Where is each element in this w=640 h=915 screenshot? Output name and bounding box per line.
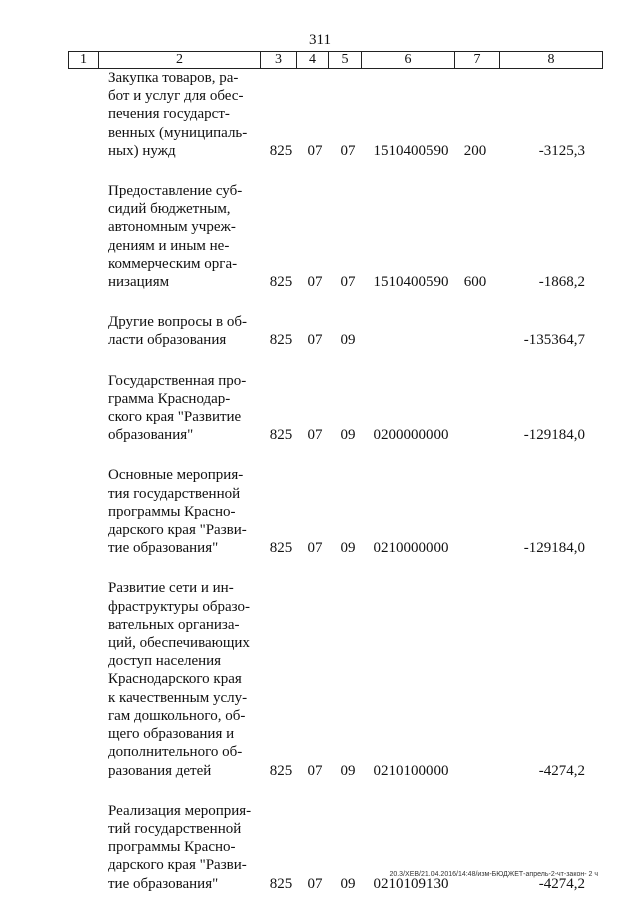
cell-amount: -129184,0 xyxy=(523,427,585,444)
cell-ministry: 825 xyxy=(269,332,293,349)
table-row xyxy=(0,802,640,893)
row-name xyxy=(108,372,254,445)
row-name-line: гам дошкольного, об- xyxy=(108,707,246,724)
row-name-line: тие образования" xyxy=(108,875,219,892)
header-cell-2: 2 xyxy=(99,52,261,68)
row-name-line: Развитие сети и ин- xyxy=(108,580,234,597)
cell-section: 07 xyxy=(307,274,323,291)
row-name-line: Предоставление суб- xyxy=(108,183,243,200)
row-name-line: Реализация мероприя- xyxy=(108,802,252,819)
page-number: 311 xyxy=(309,32,331,48)
row-name-line: тие образования" xyxy=(108,540,219,557)
header-cell-8: 8 xyxy=(547,52,555,67)
cell-section: 07 xyxy=(307,427,323,444)
cell-amount: -4274,2 xyxy=(538,762,585,779)
row-name-line: Основные мероприя- xyxy=(108,467,244,484)
cell-target-article: 0210000000 xyxy=(373,540,449,557)
cell-subsection: 09 xyxy=(340,762,356,779)
cell-ministry: 825 xyxy=(269,540,293,557)
cell-subsection: 09 xyxy=(340,332,356,349)
row-name-line: доступ населения xyxy=(108,653,222,670)
cell-amount: -4274,2 xyxy=(538,875,585,892)
row-name-line: образования" xyxy=(108,427,194,444)
row-name-line: фраструктуры образо- xyxy=(108,598,250,615)
header-cell-6: 6 xyxy=(362,52,455,68)
table-row xyxy=(0,313,640,349)
cell-section: 07 xyxy=(307,762,323,779)
row-name-line: коммерческим орга- xyxy=(108,255,238,272)
cell-amount: -129184,0 xyxy=(523,540,585,557)
cell-expense-type: 600 xyxy=(463,274,487,291)
row-name-line: вательных организа- xyxy=(108,616,240,633)
row-name xyxy=(108,313,254,349)
cell-amount: -135364,7 xyxy=(523,332,585,349)
row-name-line: разования детей xyxy=(108,762,212,779)
row-name-line: дополнительного об- xyxy=(108,744,243,761)
cell-target-article: 0210100000 xyxy=(373,762,449,779)
row-name-line: Другие вопросы в об- xyxy=(108,314,247,331)
table-row xyxy=(0,466,640,557)
row-name-line: щего образования и xyxy=(108,726,235,743)
row-name-line: бот и услуг для обес- xyxy=(108,88,244,105)
cell-target-article: 1510400590 xyxy=(373,142,449,159)
cell-subsection: 07 xyxy=(340,142,356,159)
footer-stamp: 20.3/XEB/21.04.2016/14:48/изм-БЮДЖЕТ-апрель-2-чт-закон- 2 ч xyxy=(389,871,598,878)
cell-section: 07 xyxy=(307,540,323,557)
row-name-line: программы Красно- xyxy=(108,839,236,856)
table-row xyxy=(0,579,640,779)
cell-section: 07 xyxy=(307,875,323,892)
cell-ministry: 825 xyxy=(269,427,293,444)
header-cell-4: 4 xyxy=(297,52,329,68)
row-name-line: низациям xyxy=(108,274,170,291)
row-name-line: печения государст- xyxy=(108,106,230,123)
row-name-line: к качественным услу- xyxy=(108,689,248,706)
table-row xyxy=(0,182,640,291)
row-name-line: дарского края "Разви- xyxy=(108,857,247,874)
cell-section: 07 xyxy=(307,142,323,159)
row-name-line: сидий бюджетным, xyxy=(108,201,231,218)
row-name xyxy=(108,802,254,893)
cell-amount: -3125,3 xyxy=(538,142,585,159)
row-name-line: программы Красно- xyxy=(108,503,236,520)
row-name-line: тия государственной xyxy=(108,485,241,502)
row-name-line: ского края "Развитие xyxy=(108,409,242,426)
row-name-line: ных) нужд xyxy=(108,142,176,159)
cell-target-article: 0200000000 xyxy=(373,427,449,444)
row-name-line: Краснодарского края xyxy=(108,671,242,688)
cell-ministry: 825 xyxy=(269,875,293,892)
row-name-line: ласти образования xyxy=(108,332,227,349)
row-name-line: дарского края "Разви- xyxy=(108,522,247,539)
cell-subsection: 09 xyxy=(340,875,356,892)
cell-subsection: 09 xyxy=(340,540,356,557)
row-name xyxy=(108,69,254,160)
row-name-line: ций, обеспечивающих xyxy=(108,635,250,652)
cell-amount: -1868,2 xyxy=(538,274,585,291)
row-name-line: автономным учреж- xyxy=(108,219,236,236)
table-row xyxy=(0,69,640,160)
header-cell-1: 1 xyxy=(69,52,99,68)
cell-target-article: 1510400590 xyxy=(373,274,449,291)
cell-subsection: 07 xyxy=(340,274,356,291)
table-body xyxy=(0,69,640,915)
row-name xyxy=(108,466,254,557)
cell-ministry: 825 xyxy=(269,142,293,159)
cell-subsection: 09 xyxy=(340,427,356,444)
row-name-line: Закупка товаров, ра- xyxy=(108,70,239,86)
cell-section: 07 xyxy=(307,332,323,349)
header-cell-3: 3 xyxy=(261,52,297,68)
cell-ministry: 825 xyxy=(269,762,293,779)
row-name-line: тий государственной xyxy=(108,820,242,837)
header-cell-5: 5 xyxy=(329,52,362,68)
row-name xyxy=(108,579,254,779)
cell-ministry: 825 xyxy=(269,274,293,291)
header-cell-7: 7 xyxy=(455,52,500,68)
row-name xyxy=(108,182,254,291)
row-name-line: грамма Краснодар- xyxy=(108,390,231,407)
cell-expense-type: 200 xyxy=(463,142,487,159)
row-name-line: Государственная про- xyxy=(108,372,247,389)
cell-target-article: 0210109130 xyxy=(373,875,449,892)
row-name-line: венных (муниципаль- xyxy=(108,124,248,141)
table-header xyxy=(68,51,603,69)
row-name-line: дениям и иным не- xyxy=(108,237,230,254)
table-row xyxy=(0,372,640,445)
